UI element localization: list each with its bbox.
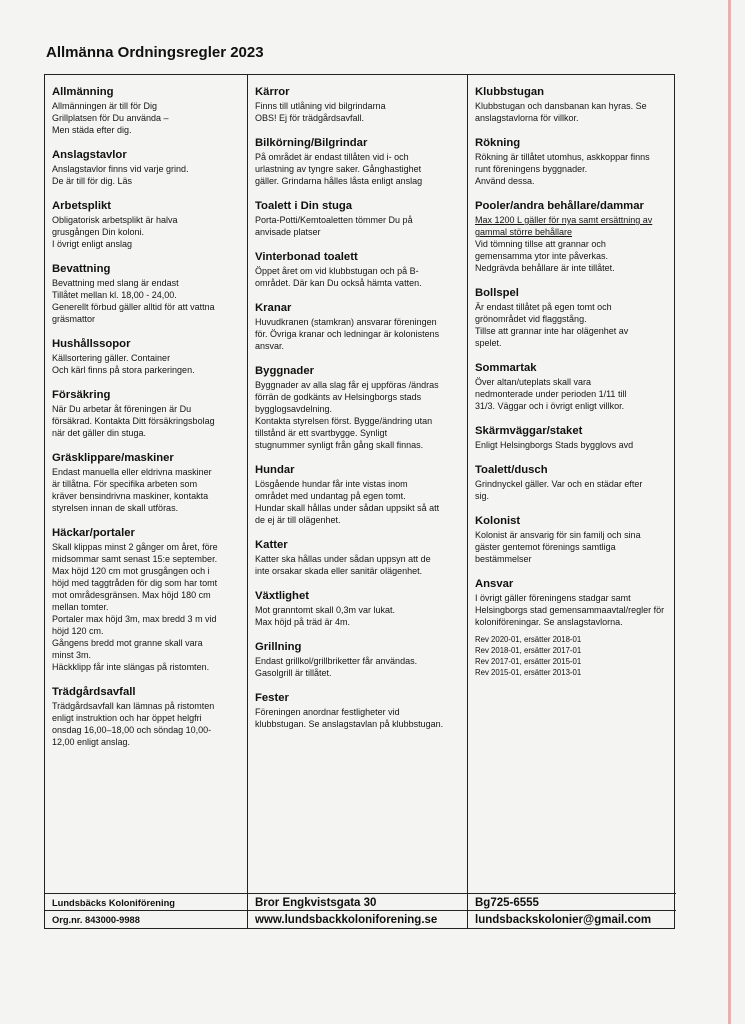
- rule-text: Huvudkranen (stamkran) ansvarar föreningen för. Övriga kranar och ledningar är kolonistens ansvar.: [255, 317, 440, 351]
- rule-title: Trädgårdsavfall: [52, 686, 136, 698]
- rule-title: Katter: [255, 539, 288, 551]
- column-3-footer: [468, 893, 676, 930]
- rule-section-vinterbonad-toalett: [255, 250, 461, 289]
- rule-text: När Du arbetar åt föreningen är Du försäkrad. Kontakta Ditt försäkringsbolag när det gäller din stuga.: [52, 404, 215, 438]
- rule-title: Fester: [255, 692, 289, 704]
- rule-title: Bollspel: [475, 287, 519, 299]
- rule-title: Växtlighet: [255, 590, 309, 602]
- rule-title: Skärmväggar/staket: [475, 425, 583, 437]
- rule-section-pooler-andra-behallare-dammar: [475, 199, 670, 274]
- rule-text: I övrigt gäller föreningens stadgar samt Helsingborgs stad gemensammaavtal/regler för koloniföreningar. Se anslagstavlorna.: [475, 593, 665, 627]
- rule-text: Anslagstavlor finns vid varje grind. De är till för dig. Läs: [52, 164, 189, 186]
- rule-section-byggnader: [255, 364, 461, 451]
- column-1: [45, 75, 248, 928]
- rule-title: Häckar/portaler: [52, 527, 135, 539]
- website-link[interactable]: www.lundsbackkoloniforening.se: [255, 914, 438, 926]
- rule-text: Öppet året om vid klubbstugan och på B- området. Där kan Du också hämta vatten.: [255, 266, 422, 288]
- rule-text: Porta-Potti/Kemtoaletten tömmer Du på anvisade platser: [255, 215, 413, 237]
- page-title: Allmänna Ordningsregler 2023: [46, 44, 264, 61]
- rule-text: Katter ska hållas under sådan uppsyn att de inte orsakar skada eller sanitär olägenhet.: [255, 554, 431, 576]
- rule-text: Bevattning med slang är endast Tillåtet mellan kl. 18,00 - 24,00. Generellt förbud gäller alltid för att vattna gräsmattor: [52, 278, 215, 324]
- rule-text: Allmänningen är till för Dig Grillplatsen för Du använda – Men städa efter dig.: [52, 101, 169, 135]
- rule-title: Sommartak: [475, 362, 537, 374]
- rule-text: Källsortering gäller. Container Och kärl finns på stora parkeringen.: [52, 353, 195, 375]
- rule-section-fester: [255, 691, 461, 730]
- rule-title: Kranar: [255, 302, 292, 314]
- column-1-footer: [45, 893, 247, 930]
- rule-section-toalett-dusch: [475, 463, 670, 502]
- rule-title: Ansvar: [475, 578, 514, 590]
- rule-title: Kolonist: [475, 515, 521, 527]
- rule-text: Enligt Helsingborgs Stads bygglovs avd: [475, 440, 634, 450]
- column-2: [248, 75, 468, 928]
- rule-section-allmanning: [52, 85, 241, 136]
- street-address: Bror Engkvistsgata 30: [248, 893, 467, 911]
- rule-section-skarmvaggar-staket: [475, 424, 670, 451]
- column-2-footer: [248, 893, 467, 930]
- rule-title: Toalett/dusch: [475, 464, 548, 476]
- rule-section-hushallssopor: [52, 337, 241, 376]
- rule-text: Mot granntomt skall 0,3m var lukat. Max höjd på träd är 4m.: [255, 605, 396, 627]
- column-3-body: [468, 75, 676, 893]
- rule-title: Anslagstavlor: [52, 149, 127, 161]
- rule-section-grasklippare-maskiner: [52, 451, 241, 514]
- column-2-body: [248, 75, 467, 893]
- bank-giro: Bg725-6555: [468, 893, 676, 911]
- rule-title: Rökning: [475, 137, 521, 149]
- rule-text: Skall klippas minst 2 gånger om året, före midsommar samt senast 15:e september. Max höjd 120 cm mot grusgången och i höjd med taggtråden för dig som har tomt mot områdesgränsen. Max höjd 180 cm mellan tomter. Portaler max höjd 3m, max bredd 3 m vid höjd 120 cm. Gångens bredd mot granne skall vara minst 3m. Häckklipp får inte slängas på ristomten.: [52, 542, 218, 672]
- rule-text: Kolonist är ansvarig för sin familj och sina gäster gentemot förenings samtliga bestämmelser: [475, 530, 641, 564]
- rule-text: Rökning är tillåtet utomhus, askkoppar finns runt föreningens byggnader. Använd dessa.: [475, 152, 650, 186]
- rule-section-ansvar: [475, 577, 670, 678]
- rule-section-anslagstavlor: [52, 148, 241, 187]
- rule-section-tradgardsavfall: [52, 685, 241, 748]
- rule-title: Klubbstugan: [475, 86, 545, 98]
- rule-section-sommartak: [475, 361, 670, 412]
- rule-title: Bilkörning/Bilgrindar: [255, 137, 368, 149]
- rule-text: Finns till utlåning vid bilgrindarna OBS! Ej för trädgårdsavfall.: [255, 101, 386, 123]
- rule-title: Grillning: [255, 641, 302, 653]
- rule-section-arbetsplikt: [52, 199, 241, 250]
- rule-title: Byggnader: [255, 365, 315, 377]
- rule-text: Lösgående hundar får inte vistas inom området med undantag på egen tomt. Hundar skall hållas under sådan uppsikt så att de ej är till olägenhet.: [255, 479, 440, 525]
- rule-section-kolonist: [475, 514, 670, 565]
- rule-title: Hushållssopor: [52, 338, 131, 350]
- rule-title: Gräsklippare/maskiner: [52, 452, 174, 464]
- column-1-body: [45, 75, 247, 893]
- rule-title: Försäkring: [52, 389, 111, 401]
- rule-text: Endast grillkol/grillbriketter får användas. Gasolgrill är tillåtet.: [255, 656, 418, 678]
- rule-section-hundar: [255, 463, 461, 526]
- rule-title: Bevattning: [52, 263, 111, 275]
- rule-title: Kärror: [255, 86, 290, 98]
- rule-text: Vid tömning tillse att grannar och gemensamma ytor inte påverkas. Nedgrävda behållare är inte tillåtet.: [475, 239, 615, 273]
- rule-title: Toalett i Din stuga: [255, 200, 353, 212]
- rule-section-bilkorning-bilgrindar: [255, 136, 461, 187]
- rule-section-kranar: [255, 301, 461, 352]
- rule-section-bevattning: [52, 262, 241, 325]
- rule-text-underlined: Max 1200 L gäller för nya samt ersättning av gammal större behållare: [475, 215, 653, 237]
- rule-section-forsakring: [52, 388, 241, 439]
- revision-history: Rev 2020-01, ersätter 2018-01 Rev 2018-01, ersätter 2017-01 Rev 2017-01, ersätter 2015-01 Rev 2015-01, ersätter 2013-01: [475, 635, 582, 677]
- rule-section-karror: [255, 85, 461, 124]
- rule-title: Pooler/andra behållare/dammar: [475, 200, 644, 212]
- rule-text: Endast manuella eller eldrivna maskiner är tillåtna. För specifika arbeten som kräver bensindrivna maskiner, kontakta styrelsen innan de skall utföras.: [52, 467, 212, 513]
- rule-section-grillning: [255, 640, 461, 679]
- rule-text: Obligatorisk arbetsplikt är halva grusgången Din koloni. I övrigt enligt anslag: [52, 215, 178, 249]
- rule-text: På området är endast tillåten vid i- och urlastning av tyngre saker. Gånghastighet gäller. Grindarna hålles låsta enligt anslag: [255, 152, 423, 186]
- rule-section-klubbstugan: [475, 85, 670, 124]
- rule-section-bollspel: [475, 286, 670, 349]
- rule-title: Arbetsplikt: [52, 200, 112, 212]
- rule-text: Trädgårdsavfall kan lämnas på ristomten enligt instruktion och har öppet helgfri onsdag 16,00–18,00 och söndag 10,00- 12,00 enligt anslag.: [52, 701, 215, 747]
- rule-text: Grindnyckel gäller. Var och en städar efter sig.: [475, 479, 643, 501]
- rule-section-hackar-portaler: [52, 526, 241, 673]
- rule-title: Allmänning: [52, 86, 114, 98]
- rule-title: Vinterbonad toalett: [255, 251, 358, 263]
- rule-section-toalett-i-din-stuga: [255, 199, 461, 238]
- email-link[interactable]: lundsbackskolonier@gmail.com: [475, 914, 652, 926]
- rule-section-katter: [255, 538, 461, 577]
- association-name: Lundsbäcks Koloniförening: [45, 893, 247, 911]
- rule-text: Föreningen anordnar festligheter vid klubbstugan. Se anslagstavlan på klubbstugan.: [255, 707, 444, 729]
- rule-text: Klubbstugan och dansbanan kan hyras. Se anslagstavlorna för villkor.: [475, 101, 647, 123]
- scan-edge-line: [728, 0, 731, 1024]
- rule-section-rokning: [475, 136, 670, 187]
- rule-title: Hundar: [255, 464, 295, 476]
- rule-text: Byggnader av alla slag får ej uppföras /ändras förrän de godkänts av Helsingborgs stads bygglogsavdelning. Kontakta styrelsen först. Bygge/ändring utan tillstånd är ett svartbygge. Synligt stugnummer synligt från gång skall finnas.: [255, 380, 439, 450]
- org-number: Org.nr. 843000-9988: [52, 915, 140, 925]
- rule-text: Över altan/uteplats skall vara nedmonterade under perioden 1/11 till 31/3. Väggar och i övrigt enligt villkor.: [475, 377, 627, 411]
- rule-text: Är endast tillåtet på egen tomt och grönområdet vid flaggstång. Tillse att grannar inte har olägenhet av spelet.: [475, 302, 629, 348]
- rules-table: [44, 74, 675, 929]
- rule-section-vaxtlighet: [255, 589, 461, 628]
- column-3: [468, 75, 676, 928]
